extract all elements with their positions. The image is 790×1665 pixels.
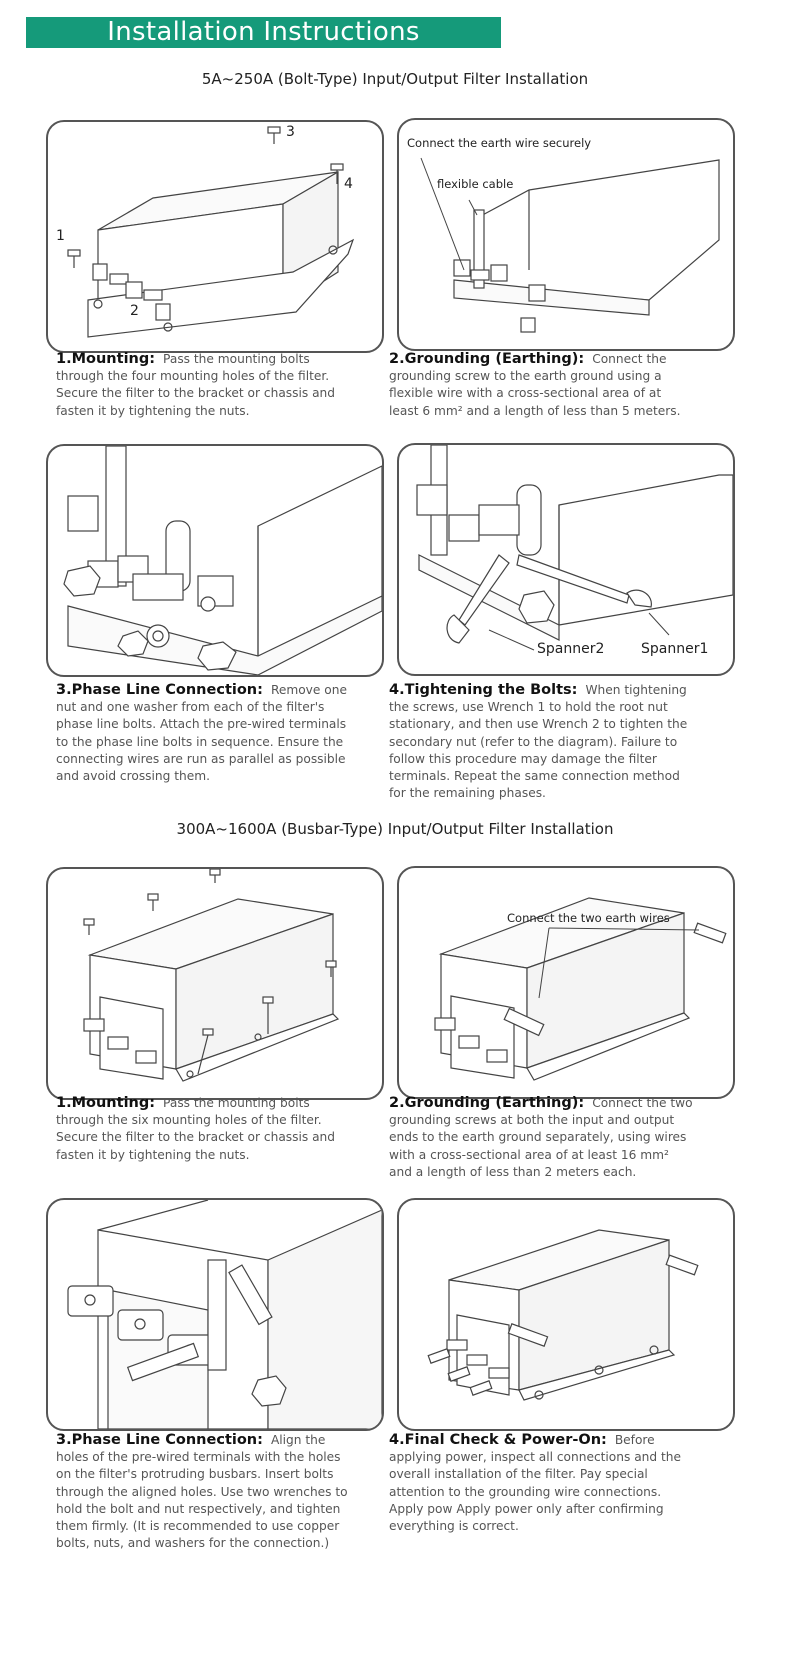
busbar-section-title: 300A~1600A (Busbar-Type) Input/Output Filter Installation (176, 820, 614, 838)
bolt-phase-line-diagram (46, 444, 384, 677)
busbar-step-2-caption (389, 1095, 694, 1181)
step-heading: 2.Grounding (Earthing): (389, 351, 585, 367)
step-text: Pass the mounting bolts through the six mounting holes of the filter. Secure the filter to the bracket or chassis and fasten it by tightening the nuts. (56, 1096, 336, 1162)
busbar-step-3-caption (56, 1432, 356, 1552)
step-text: Connect the two grounding screws at both the input and output ends to the earth ground separately, using wires with a cross-sectional area of at least 16 mm² and a length of less than 2 meters each. (389, 1096, 693, 1179)
busbar-grounding-diagram (397, 866, 735, 1099)
step-text: Before applying power, inspect all connections and the overall installation of the filter. Pay special attention to the grounding wire connections. Apply pow Apply power only after confirming everything is correct. (389, 1433, 682, 1534)
bolt-number-2: 2 (130, 303, 139, 319)
busbar-step-4-caption (389, 1432, 694, 1535)
bolt-number-4: 4 (344, 176, 353, 192)
bolt-step-2-caption (389, 351, 694, 420)
bolt-number-3: 3 (286, 124, 295, 140)
step-heading: 3.Phase Line Connection: (56, 1432, 263, 1448)
step-heading: 2.Grounding (Earthing): (389, 1095, 585, 1111)
step-text: When tightening the screws, use Wrench 1 to hold the root nut stationary, and then use Wrench 2 to tighten the secondary nut (refer to the diagram). Failure to follow this procedure may damage the filter terminals. Repeat the same connection method for the remaining phases. (389, 683, 688, 801)
bolt-number-1: 1 (56, 228, 65, 244)
spanner2-label: Spanner2 (537, 641, 605, 657)
step-heading: 4.Tightening the Bolts: (389, 682, 578, 698)
busbar-phase-line-diagram (46, 1198, 384, 1431)
flexible-cable-label: flexible cable (437, 177, 514, 191)
bolt-step-3-caption (56, 682, 356, 785)
step-heading: 1.Mounting: (56, 1095, 156, 1111)
step-text: Align the holes of the pre-wired terminals with the holes on the filter's protruding busbars. Insert bolts through the aligned holes. Use two wrenches to hold the bolt and nut respectively, and tighten them firmly. (It is recommended to use copper bolts, nuts, and washers for the connection.) (56, 1433, 348, 1551)
step-text: Connect the grounding screw to the earth ground using a flexible wire with a cross-sectional area of at least 6 mm² and a length of less than 5 meters. (389, 352, 681, 418)
bolt-grounding-diagram (397, 118, 735, 351)
earth-wire-label: Connect the earth wire securely (407, 136, 592, 150)
step-heading: 3.Phase Line Connection: (56, 682, 263, 698)
two-earth-wires-label: Connect the two earth wires (507, 911, 670, 925)
bolt-step-4-caption (389, 682, 694, 802)
bolt-step-1-caption (56, 351, 356, 420)
bolt-section-title: 5A~250A (Bolt-Type) Input/Output Filter Installation (201, 70, 589, 88)
step-text: Remove one nut and one washer from each of the filter's phase line bolts. Attach the pre-wired terminals to the phase line bolts in sequence. Ensure the connecting wires are run as parallel as possible and avoid crossing them. (56, 683, 347, 784)
spanner1-label: Spanner1 (641, 641, 709, 657)
bolt-mounting-diagram (46, 120, 384, 353)
busbar-step-1-caption (56, 1095, 356, 1164)
busbar-mounting-diagram (46, 867, 384, 1100)
busbar-final-check-diagram (397, 1198, 735, 1431)
step-heading: 4.Final Check & Power-On: (389, 1432, 607, 1448)
step-heading: 1.Mounting: (56, 351, 156, 367)
step-text: Pass the mounting bolts through the four mounting holes of the filter. Secure the filter to the bracket or chassis and fasten it by tightening the nuts. (56, 352, 336, 418)
bolt-tightening-diagram (397, 443, 735, 676)
page-title: Installation Instructions (26, 17, 501, 48)
